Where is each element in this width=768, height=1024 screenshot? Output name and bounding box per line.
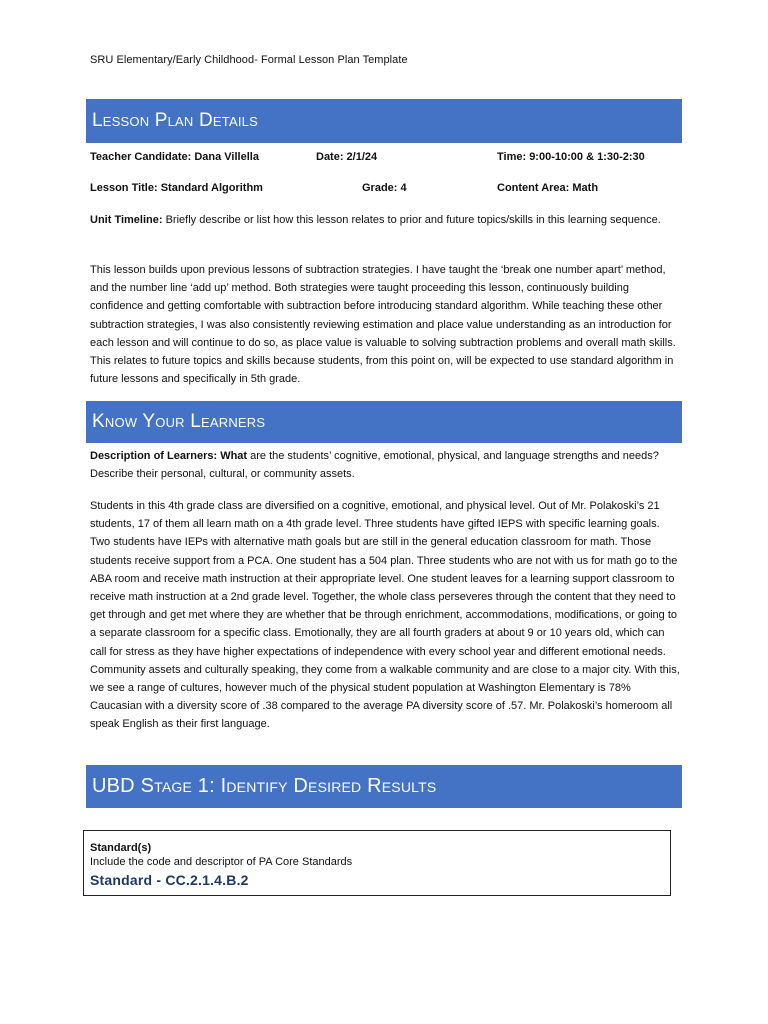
learners-body: Students in this 4th grade class are diversified on a cognitive, emotional, and physical level. Out of Mr. Polakoski’s 21 students, 17 of them all learn math on a 4th grade level. Three students have gifted IEPS with specific learning goals. Two students have IEPs with alternative math goals but are still in the general education classroom for math. Those students receive support from a PCA. One student has a 504 plan. Three students who are not with us for math go to the ABA room and receive math instruction at their appropriate level. One student leaves for a learning support classroom to receive math instruction at a 2nd grade level. Together, the whole class perseveres through the content that they need to get through and get met where they are whether that be through enrichment, accommodations, modifications, or going to a separate classroom for a specific class. Emotionally, they are all fourth graders at about 9 or 10 years old, which can call for stress as they have higher expectations of independence with every school year and different emotional needs. Community assets and culturally speaking, they come from a walkable community and are close to a major city. With this, we see a range of cultures, however much of the physical student population at Washington Elementary is 78% Caucasian with a diversity score of .38 compared to the average PA diversity score of .57. Mr. Polakoski’s homeroom all speak English as their first language.: [90, 500, 680, 731]
unit-timeline-body: This lesson builds upon previous lessons of subtraction strategies. I have taught the ‘break one number apart’ method, and the number line ‘add up’ method. Both strategies were taught proceeding this lesson, continuously building confidence and getting comfortable with subtraction before introducing standard algorithm. While teaching these other subtraction strategies, I was also consistently reviewing estimation and place value understanding as an introduction for each lesson and will continue to do so, as place value is valuable to solving subtraction problems and overall math skills. This relates to future topics and skills because students, from this point on, will be expected to use standard algorithm in future lessons and specifically in 5th grade.: [90, 264, 676, 386]
learners-label: Description of Learners: What: [90, 450, 248, 462]
standards-description: Include the code and descriptor of PA Core Standards: [90, 856, 353, 868]
teacher-candidate: Teacher Candidate: Dana Villella: [90, 151, 259, 163]
unit-timeline-prompt-text: Briefly describe or list how this lesson relates to prior and future topics/skills in this learning sequence.: [162, 214, 661, 226]
grade: Grade: 4: [362, 182, 407, 194]
lesson-date: Date: 2/1/24: [316, 151, 378, 163]
section-header-lesson-plan-details: Lesson Plan Details: [86, 99, 682, 143]
unit-timeline-label: Unit Timeline:: [90, 214, 163, 226]
learners-prompt: [90, 447, 680, 483]
standards-box: [83, 830, 671, 896]
section-header-know-your-learners: Know Your Learners: [86, 401, 682, 443]
lesson-time: Time: 9:00-10:00 & 1:30-2:30: [497, 151, 645, 163]
section-header-ubd-stage-1: UBD Stage 1: Identify Desired Results: [86, 765, 682, 808]
document-header: SRU Elementary/Early Childhood- Formal Lesson Plan Template: [90, 54, 408, 66]
standard-code: Standard - CC.2.1.4.B.2: [90, 872, 249, 888]
learners-prompt-text: are the students’ cognitive, emotional, physical, and language strengths and needs? Describe their personal, cultural, or community assets.: [90, 450, 659, 481]
lesson-title: Lesson Title: Standard Algorithm: [90, 182, 263, 194]
unit-timeline-prompt: [90, 211, 680, 229]
content-area: Content Area: Math: [497, 182, 599, 194]
standards-title: Standard(s): [90, 842, 152, 854]
